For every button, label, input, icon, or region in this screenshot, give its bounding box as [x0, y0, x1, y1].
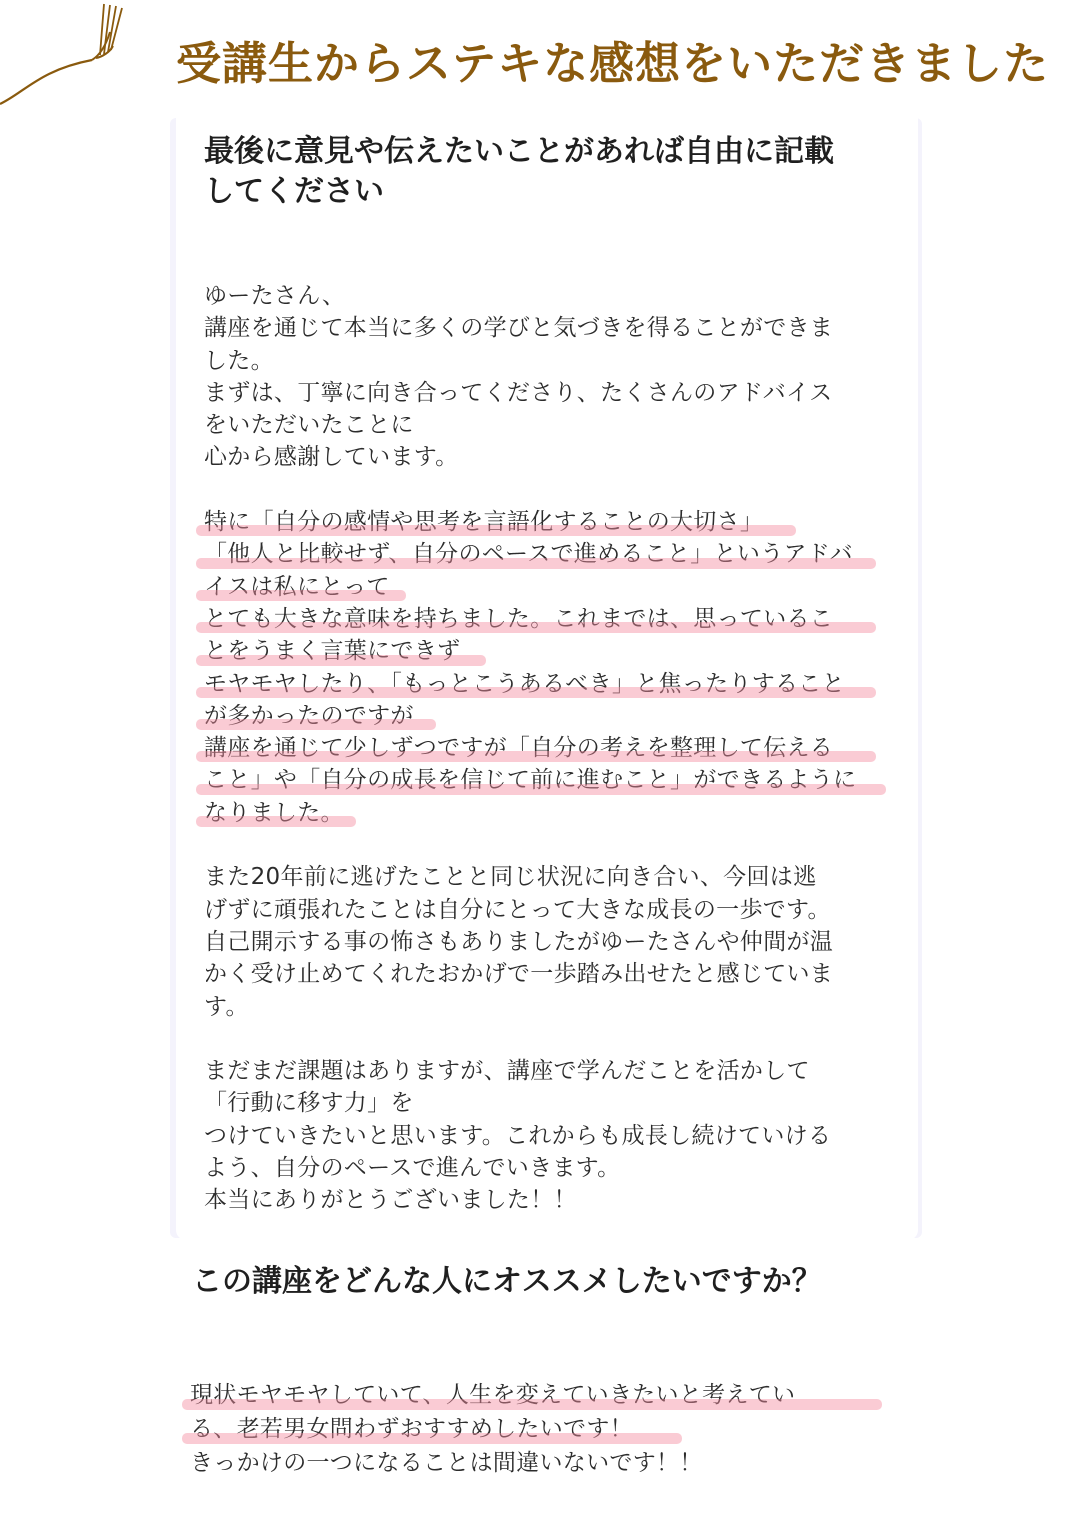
answer-line: よう、自分のペースで進んでいきます。: [204, 1155, 621, 1182]
answer-line: また20年前に逃げたことと同じ状況に向き合い、今回は逃: [204, 864, 817, 891]
question-1-title: [204, 132, 904, 212]
answer-line: まずは、丁寧に向き合ってくださり、たくさんのアドバイス: [204, 379, 833, 406]
answer-line: が多かったのですが: [204, 700, 904, 732]
answer-line: なりました。: [204, 797, 904, 829]
answer-line: げずに頑張れたことは自分にとって大きな成長の一歩です。: [204, 896, 831, 923]
fork-icon: [0, 0, 140, 115]
answer-line: つけていきたいと思います。これからも成長し続けていける: [204, 1122, 832, 1149]
answer-line: る、老若男女問わずおすすめしたいです！: [190, 1412, 950, 1446]
question-2-title: この講座をどんな人にオススメしたいですか？: [192, 1264, 822, 1299]
answer-line: モヤモヤしたり、「もっとこうあるべき」と焦ったりすること: [204, 668, 904, 700]
answer-line: きっかけの一つになることは間違いないです！！: [190, 1450, 703, 1476]
answer-line: かく受け止めてくれたおかげで一歩踏み出せたと感じていま: [204, 961, 834, 988]
answer-line: 講座を通じて本当に多くの学びと気づきを得ることができま: [204, 315, 834, 342]
answer-line: [204, 829, 904, 861]
answer-line: ゆーたさん、: [204, 283, 346, 309]
answer-line: す。: [204, 993, 249, 1020]
answer-line: 特に「自分の感情や思考を言語化することの大切さ」: [204, 506, 904, 538]
answer-line: こと」や「自分の成長を信じて前に進むこと」ができるように: [204, 764, 904, 796]
answer-1-text: [204, 280, 904, 1217]
page-headline: 受講生からステキな感想をいただきました: [176, 37, 1050, 90]
answer-line: [204, 474, 904, 506]
answer-line: 心から感謝しています。: [204, 444, 459, 471]
answer-line: した。: [204, 347, 274, 374]
answer-line: [204, 1023, 904, 1055]
question-1-title-line: してください: [204, 174, 384, 209]
answer-line: とをうまく言葉にできず: [204, 635, 904, 667]
answer-2-text: [190, 1378, 950, 1480]
answer-line: とても大きな意味を持ちました。これまでは、思っているこ: [204, 603, 904, 635]
answer-line: 「他人と比較せず、自分のペースで進めること」というアドバ: [204, 538, 904, 570]
answer-line: まだまだ課題はありますが、講座で学んだことを活かして: [204, 1058, 810, 1085]
answer-line: 「行動に移す力」を: [204, 1090, 414, 1117]
answer-line: 自己開示する事の怖さもありましたがゆーたさんや仲間が温: [204, 928, 834, 955]
question-1-title-line: 最後に意見や伝えたいことがあれば自由に記載: [204, 134, 834, 169]
answer-line: 講座を通じて少しずつですが「自分の考えを整理して伝える: [204, 732, 904, 764]
answer-line: をいただいたことに: [204, 412, 414, 439]
answer-line: イスは私にとって: [204, 571, 904, 603]
answer-line: 現状モヤモヤしていて、人生を変えていきたいと考えてい: [190, 1378, 950, 1412]
answer-line: 本当にありがとうございました！！: [204, 1187, 577, 1214]
